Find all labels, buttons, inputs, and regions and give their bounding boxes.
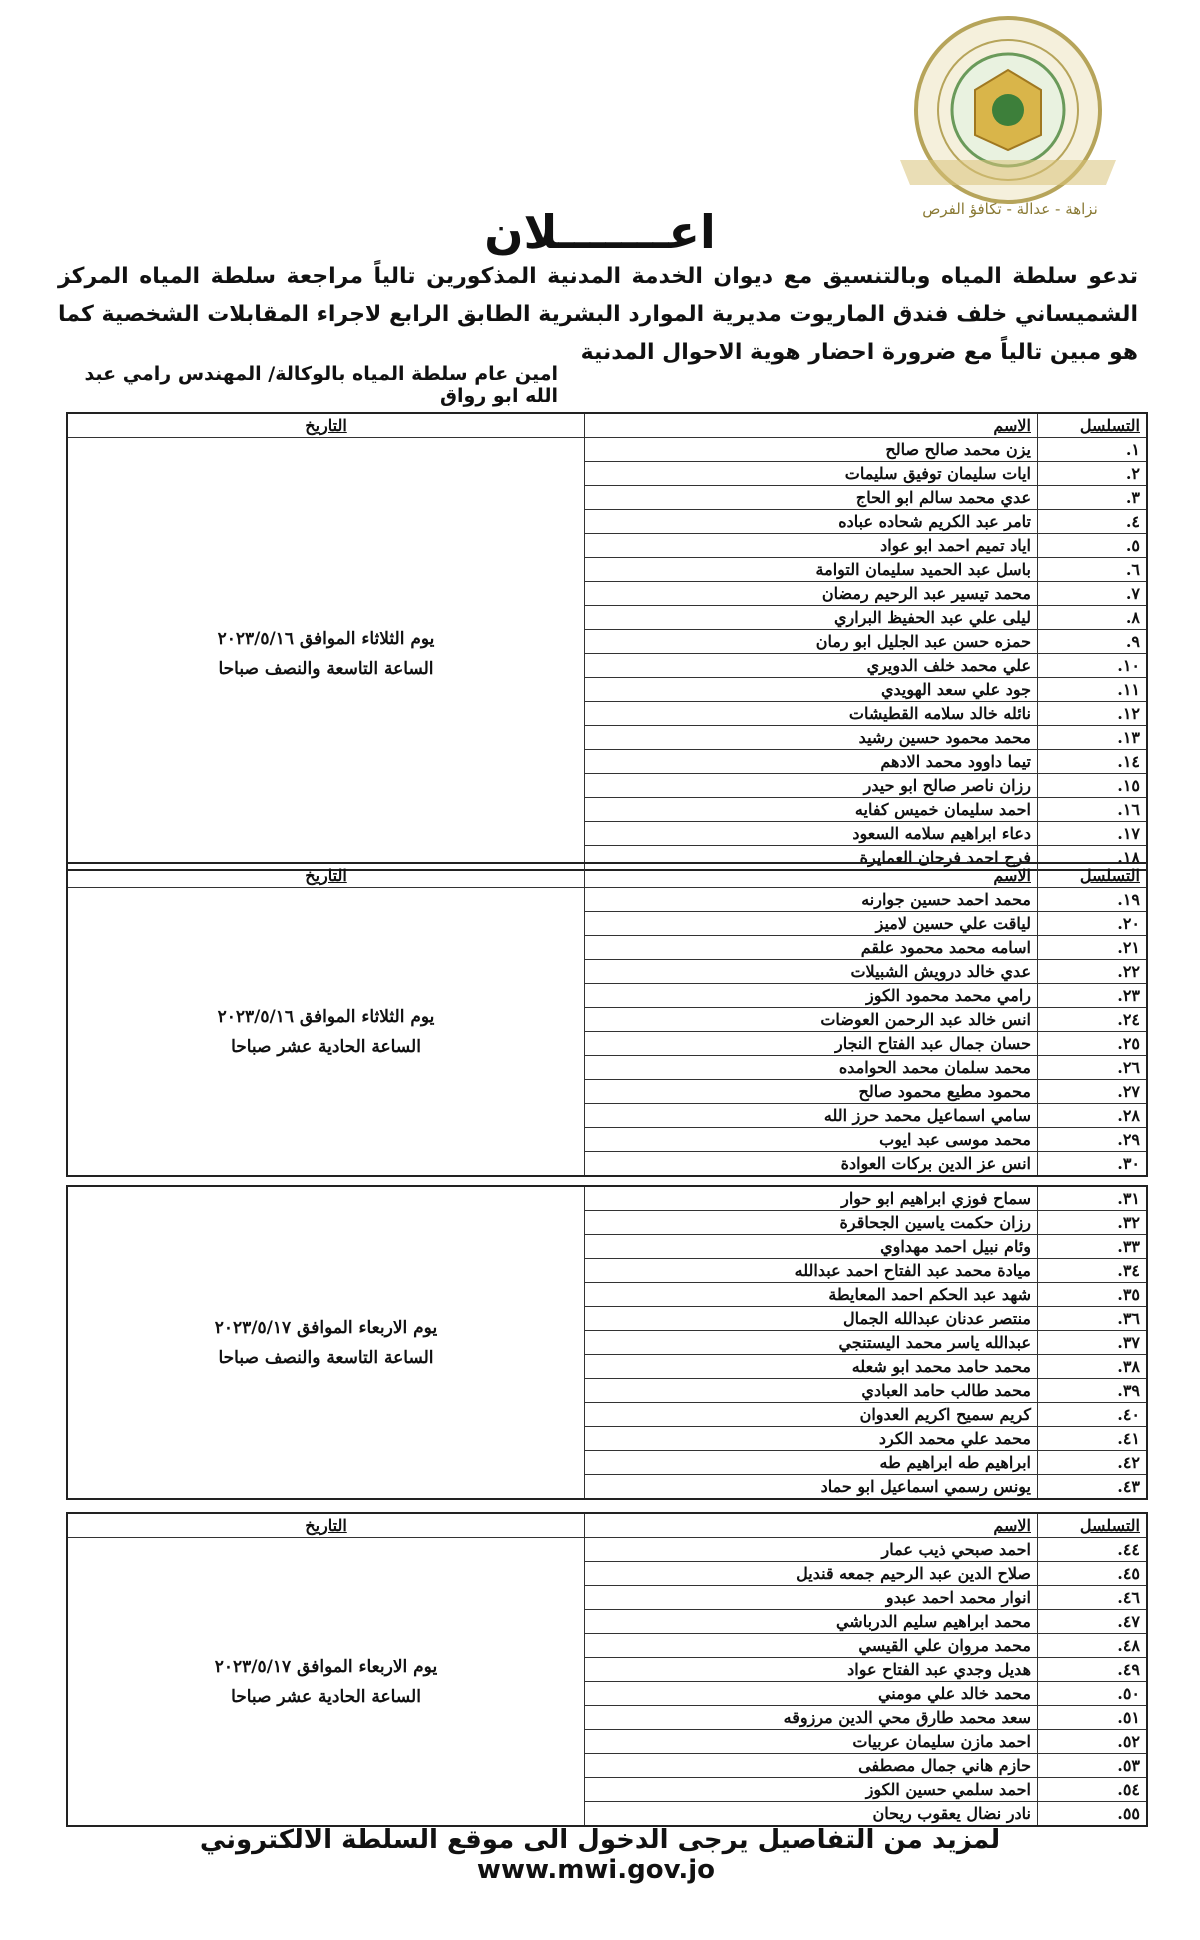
candidate-name: صلاح الدين عبد الرحيم جمعه قنديل <box>585 1562 1038 1586</box>
serial-number: ١٤. <box>1038 750 1148 774</box>
serial-number: ٤٨. <box>1038 1634 1148 1658</box>
serial-number: ٩. <box>1038 630 1148 654</box>
serial-number: ٤٣. <box>1038 1475 1148 1500</box>
table-row <box>67 438 1147 462</box>
candidate-name: تيما داوود محمد الادهم <box>585 750 1038 774</box>
candidate-name: باسل عبد الحميد سليمان التوامة <box>585 558 1038 582</box>
serial-number: ٤٤. <box>1038 1538 1148 1562</box>
candidate-name: محمد حامد محمد ابو شعله <box>585 1355 1038 1379</box>
serial-number: ١٦. <box>1038 798 1148 822</box>
serial-number: ٦. <box>1038 558 1148 582</box>
candidate-name: محمد سلمان محمد الحوامده <box>585 1056 1038 1080</box>
candidate-name: لياقت علي حسين لاميز <box>585 912 1038 936</box>
serial-number: ٤٧. <box>1038 1610 1148 1634</box>
serial-number: ٤٢. <box>1038 1451 1148 1475</box>
candidate-name: محمود مطيع محمود صالح <box>585 1080 1038 1104</box>
page-title: اعـــــــلان <box>484 205 716 259</box>
interview-time: الساعة الحادية عشر صباحا <box>231 1036 421 1057</box>
serial-number: ٣٤. <box>1038 1259 1148 1283</box>
candidate-name: رزان ناصر صالح ابو حيدر <box>585 774 1038 798</box>
candidate-name: احمد مازن سليمان عربيات <box>585 1730 1038 1754</box>
serial-number: ٥. <box>1038 534 1148 558</box>
candidate-name: احمد سليمان خميس كفايه <box>585 798 1038 822</box>
candidate-name: محمد ابراهيم سليم الدرباشي <box>585 1610 1038 1634</box>
serial-number: ٥٠. <box>1038 1682 1148 1706</box>
serial-number: ٤٥. <box>1038 1562 1148 1586</box>
candidate-name: علي محمد خلف الدويري <box>585 654 1038 678</box>
candidate-name: تامر عبد الكريم شحاده عباده <box>585 510 1038 534</box>
table-header-row <box>67 1513 1147 1538</box>
serial-number: ٨. <box>1038 606 1148 630</box>
candidate-name: محمد محمود حسين رشيد <box>585 726 1038 750</box>
interview-time: الساعة الحادية عشر صباحا <box>231 1686 421 1707</box>
serial-number: ٣٠. <box>1038 1152 1148 1177</box>
interview-date-cell <box>67 1186 585 1499</box>
candidate-name: محمد طالب حامد العبادي <box>585 1379 1038 1403</box>
serial-number: ٣. <box>1038 486 1148 510</box>
candidate-name: منتصر عدنان عبدالله الجمال <box>585 1307 1038 1331</box>
candidate-name: سعد محمد طارق محي الدين مرزوقه <box>585 1706 1038 1730</box>
header-name: الاسم <box>585 863 1038 888</box>
serial-number: ٢٨. <box>1038 1104 1148 1128</box>
interview-date-cell <box>67 438 585 871</box>
interview-date: يوم الاربعاء الموافق ٢٠٢٣/٥/١٧ <box>214 1317 438 1338</box>
schedule-table-1 <box>66 412 1148 871</box>
header-date: التاريخ <box>67 863 585 888</box>
candidate-name: انس خالد عبد الرحمن العوضات <box>585 1008 1038 1032</box>
serial-number: ١. <box>1038 438 1148 462</box>
candidate-name: شهد عبد الحكم احمد المعايطة <box>585 1283 1038 1307</box>
candidate-name: هديل وجدي عبد الفتاح عواد <box>585 1658 1038 1682</box>
serial-number: ٤٩. <box>1038 1658 1148 1682</box>
candidate-name: دعاء ابراهيم سلامه السعود <box>585 822 1038 846</box>
candidate-name: احمد سلمي حسين الكوز <box>585 1778 1038 1802</box>
candidate-name: فرح احمد فرحان العمايرة <box>585 846 1038 871</box>
header-date: التاريخ <box>67 1513 585 1538</box>
serial-number: ٤. <box>1038 510 1148 534</box>
serial-number: ٣٣. <box>1038 1235 1148 1259</box>
candidate-name: وئام نبيل احمد مهداوي <box>585 1235 1038 1259</box>
table-row <box>67 1538 1147 1562</box>
header-date: التاريخ <box>67 413 585 438</box>
serial-number: ٤٦. <box>1038 1586 1148 1610</box>
interview-date: يوم الاربعاء الموافق ٢٠٢٣/٥/١٧ <box>214 1656 438 1677</box>
candidate-name: محمد علي محمد الكرد <box>585 1427 1038 1451</box>
candidate-name: جود علي سعد الهويدي <box>585 678 1038 702</box>
serial-number: ١١. <box>1038 678 1148 702</box>
serial-number: ٣٩. <box>1038 1379 1148 1403</box>
footer-text: لمزيد من التفاصيل يرجى الدخول الى موقع السلطة الالكتروني <box>199 1825 1001 1855</box>
schedule-table-3 <box>66 1185 1148 1500</box>
candidate-name: نائله خالد سلامه القطيشات <box>585 702 1038 726</box>
candidate-name: محمد موسى عبد ايوب <box>585 1128 1038 1152</box>
serial-number: ٥٤. <box>1038 1778 1148 1802</box>
table-header-row <box>67 863 1147 888</box>
schedule-table-2 <box>66 862 1148 1177</box>
header-num: التسلسل <box>1038 863 1148 888</box>
candidate-name: يونس رسمي اسماعيل ابو حماد <box>585 1475 1038 1500</box>
candidate-name: احمد صبحي ذيب عمار <box>585 1538 1038 1562</box>
candidate-name: انوار محمد احمد عبدو <box>585 1586 1038 1610</box>
serial-number: ٤١. <box>1038 1427 1148 1451</box>
footer <box>180 1825 1020 1885</box>
interview-date: يوم الثلاثاء الموافق ٢٠٢٣/٥/١٦ <box>217 628 435 649</box>
candidate-name: عبدالله ياسر محمد اليستنجي <box>585 1331 1038 1355</box>
candidate-name: نادر نضال يعقوب ريحان <box>585 1802 1038 1827</box>
serial-number: ٥٢. <box>1038 1730 1148 1754</box>
candidate-name: سماح فوزي ابراهيم ابو حوار <box>585 1186 1038 1211</box>
serial-number: ١٠. <box>1038 654 1148 678</box>
serial-number: ٣٨. <box>1038 1355 1148 1379</box>
table-row <box>67 1186 1147 1211</box>
interview-date-cell <box>67 888 585 1177</box>
candidate-name: اسامه محمد محمود علقم <box>585 936 1038 960</box>
serial-number: ٣٧. <box>1038 1331 1148 1355</box>
interview-time: الساعة التاسعة والنصف صباحا <box>218 1347 434 1368</box>
intro-paragraph: تدعو سلطة المياه وبالتنسيق مع ديوان الخدمة المدنية المذكورين تالياً مراجعة سلطة المياه المركز الشميساني خلف فندق الماريوت مديرية الموارد البشرية الطابق الرابع لاجراء المقابلات الشخصية كما هو مبين تالياً مع ضرورة احضار هوية الاحوال المدنية <box>58 264 1138 365</box>
serial-number: ١٨. <box>1038 846 1148 871</box>
candidate-name: اياد تميم احمد ابو عواد <box>585 534 1038 558</box>
interview-date-cell <box>67 1538 585 1827</box>
serial-number: ٢٥. <box>1038 1032 1148 1056</box>
candidate-name: محمد احمد حسين جوارنه <box>585 888 1038 912</box>
candidate-name: محمد مروان علي القيسي <box>585 1634 1038 1658</box>
serial-number: ٢٠. <box>1038 912 1148 936</box>
candidate-name: كريم سميح اكريم العدوان <box>585 1403 1038 1427</box>
header-name: الاسم <box>585 1513 1038 1538</box>
candidate-name: ايات سليمان توفيق سليمات <box>585 462 1038 486</box>
candidate-name: انس عز الدين بركات العوادة <box>585 1152 1038 1177</box>
serial-number: ١٩. <box>1038 888 1148 912</box>
candidate-name: ابراهيم طه ابراهيم طه <box>585 1451 1038 1475</box>
serial-number: ٥٣. <box>1038 1754 1148 1778</box>
candidate-name: رامي محمد محمود الكوز <box>585 984 1038 1008</box>
interview-date: يوم الثلاثاء الموافق ٢٠٢٣/٥/١٦ <box>217 1006 435 1027</box>
serial-number: ١٥. <box>1038 774 1148 798</box>
candidate-name: حازم هاني جمال مصطفى <box>585 1754 1038 1778</box>
table-header-row <box>67 413 1147 438</box>
table-row <box>67 888 1147 912</box>
serial-number: ٥١. <box>1038 1706 1148 1730</box>
serial-number: ٢. <box>1038 462 1148 486</box>
candidate-name: محمد تيسير عبد الرحيم رمضان <box>585 582 1038 606</box>
serial-number: ٣٦. <box>1038 1307 1148 1331</box>
candidate-name: سامي اسماعيل محمد حرز الله <box>585 1104 1038 1128</box>
candidate-name: يزن محمد صالح صالح <box>585 438 1038 462</box>
candidate-name: عدي محمد سالم ابو الحاج <box>585 486 1038 510</box>
header-name: الاسم <box>585 413 1038 438</box>
serial-number: ١٣. <box>1038 726 1148 750</box>
candidate-name: محمد خالد علي مومني <box>585 1682 1038 1706</box>
serial-number: ٣٥. <box>1038 1283 1148 1307</box>
website-link[interactable]: www.mwi.gov.jo <box>476 1855 716 1885</box>
serial-number: ٢١. <box>1038 936 1148 960</box>
serial-number: ٢٩. <box>1038 1128 1148 1152</box>
serial-number: ١٧. <box>1038 822 1148 846</box>
serial-number: ٢٦. <box>1038 1056 1148 1080</box>
serial-number: ٥٥. <box>1038 1802 1148 1827</box>
header-num: التسلسل <box>1038 413 1148 438</box>
serial-number: ٤٠. <box>1038 1403 1148 1427</box>
serial-number: ٣٢. <box>1038 1211 1148 1235</box>
serial-number: ٣١. <box>1038 1186 1148 1211</box>
candidate-name: عدي خالد درويش الشبيلات <box>585 960 1038 984</box>
serial-number: ٢٧. <box>1038 1080 1148 1104</box>
seal-tagline: نزاهة - عدالة - تكافؤ الفرص <box>922 200 1098 218</box>
candidate-name: ليلى علي عبد الحفيظ البراري <box>585 606 1038 630</box>
candidate-name: حسان جمال عبد الفتاح النجار <box>585 1032 1038 1056</box>
serial-number: ٢٢. <box>1038 960 1148 984</box>
interview-time: الساعة التاسعة والنصف صباحا <box>218 658 434 679</box>
serial-number: ١٢. <box>1038 702 1148 726</box>
signature-line: امين عام سلطة المياه بالوكالة/ المهندس رامي عبد الله ابو رواق <box>84 363 558 407</box>
serial-number: ٢٤. <box>1038 1008 1148 1032</box>
serial-number: ٧. <box>1038 582 1148 606</box>
header-num: التسلسل <box>1038 1513 1148 1538</box>
candidate-name: حمزه حسن عبد الجليل ابو رمان <box>585 630 1038 654</box>
candidate-name: ميادة محمد عبد الفتاح احمد عبدالله <box>585 1259 1038 1283</box>
schedule-table-4 <box>66 1512 1148 1827</box>
serial-number: ٢٣. <box>1038 984 1148 1008</box>
candidate-name: رزان حكمت ياسين الجحاقرة <box>585 1211 1038 1235</box>
